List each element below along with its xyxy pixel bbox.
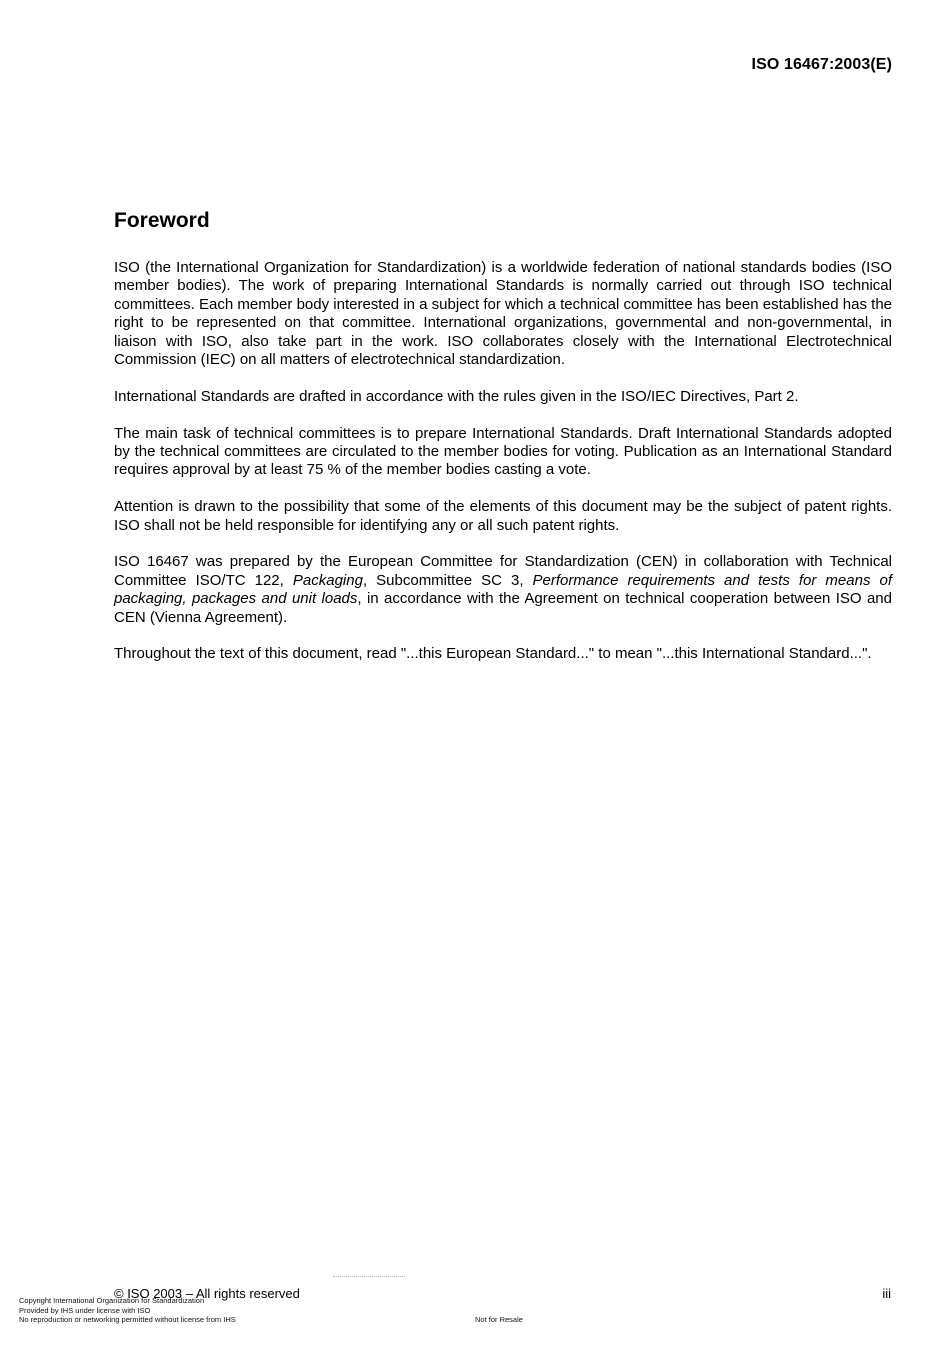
license-stamp-line-1: Copyright International Organization for Standardization	[19, 1296, 205, 1305]
footer-copyright: © ISO 2003 – All rights reserved	[114, 1286, 300, 1301]
paragraph-4: Attention is drawn to the possibility that some of the elements of this document may be the subject of patent rights. ISO shall not be held responsible for identifying any or all such patent rights.	[114, 498, 892, 534]
paragraph-5-text-3: , in accordance with the Agreement on technical cooperation between ISO and CEN (Vienna Agreement).	[114, 590, 892, 626]
paragraph-5-text-1: ISO 16467 was prepared by the European Committee for Standardization (CEN) in collaboration with Technical Committee ISO/TC 122,	[114, 553, 892, 589]
license-stamp-line-2: Provided by IHS under license with ISO	[19, 1305, 151, 1315]
footer-page-number: iii	[882, 1286, 891, 1301]
paragraph-5-italic-subcommittee: Performance requirements and tests for means of packaging, packages and unit loads	[114, 571, 893, 608]
paragraph-2: International Standards are drafted in accordance with the rules given in the ISO/IEC Directives, Part 2.	[114, 387, 799, 405]
paragraph-6: Throughout the text of this document, read "...this European Standard..." to mean "...this International Standard...".	[114, 645, 872, 663]
paragraph-5-italic-packaging: Packaging	[292, 571, 363, 589]
paragraph-1: ISO (the International Organization for Standardization) is a worldwide federation of national standards bodies (ISO member bodies). The work of preparing International Standards is normally carried out through ISO technical committees. Each member body interested in a subject for which a technical committee has been established has the right to be represented on that committee. International organizations, governmental and non-governmental, in liaison with ISO, also take part in the work. ISO collaborates closely with the International Electrotechnical Commission (IEC) on all matters of electrotechnical standardization.	[114, 259, 892, 369]
license-stamp-resale: Not for Resale	[475, 1315, 523, 1324]
paragraph-3: The main task of technical committees is to prepare International Standards. Draft International Standards adopted by the technical committees are circulated to the member bodies for voting. Publication as an International Standard requires approval by at least 75 % of the member bodies casting a vote.	[114, 424, 892, 479]
license-stamp	[19, 1296, 236, 1325]
faint-mark	[333, 1276, 405, 1280]
foreword-body	[114, 259, 892, 682]
paragraph-5-text-2: , Subcommittee SC 3,	[362, 571, 533, 589]
document-id: ISO 16467:2003(E)	[751, 56, 892, 73]
paragraph-5	[114, 553, 892, 627]
license-stamp-line-3: No reproduction or networking permitted without license from IHS	[19, 1315, 236, 1325]
page-title: Foreword	[114, 209, 210, 232]
